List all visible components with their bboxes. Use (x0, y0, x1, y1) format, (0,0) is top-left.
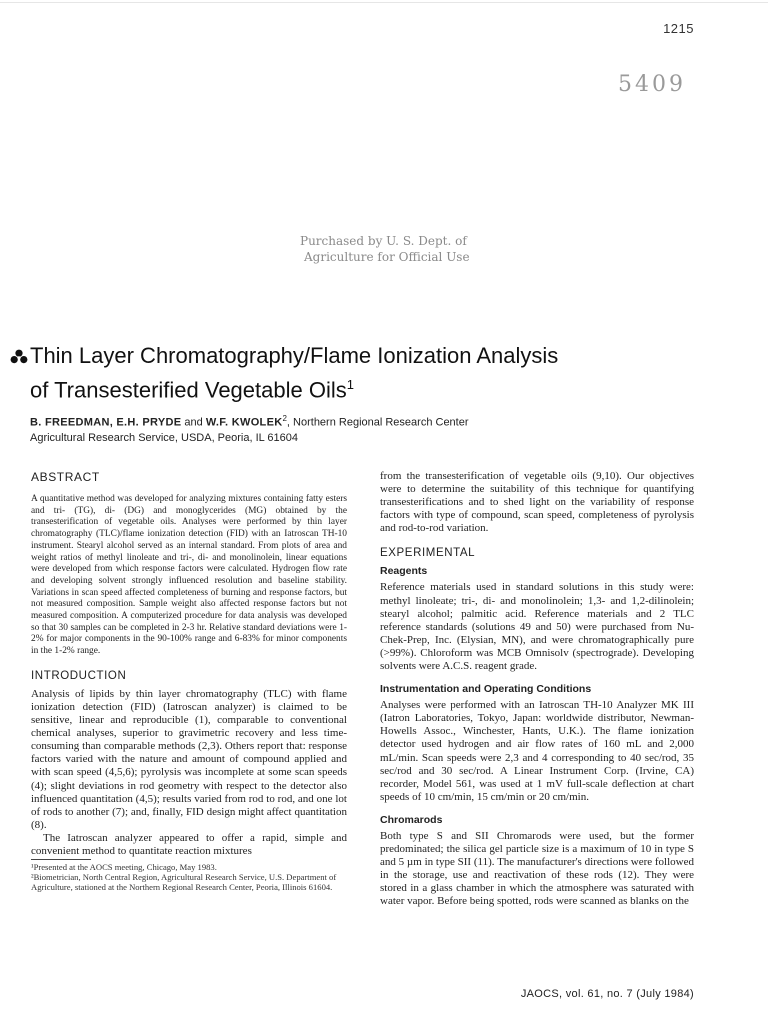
left-column (31, 470, 347, 892)
article-title (10, 341, 710, 404)
scan-top-edge (0, 2, 768, 3)
author-block (30, 411, 710, 446)
journal-citation-footer: JAOCS, vol. 61, no. 7 (July 1984) (520, 988, 694, 1000)
footnote-2: ²Biometrician, North Central Region, Agricultural Research Service, U.S. Department of Agriculture, stationed at the Northern Regional Research Center, Peoria, Illinois 61604. (31, 872, 337, 893)
affiliation-line-2: Agricultural Research Service, USDA, Peoria, IL 61604 (30, 431, 298, 444)
author-conjunction: and (184, 416, 203, 429)
reagents-heading: Reagents (380, 565, 428, 578)
title-line-2: of Transesterified Vegetable Oils (30, 377, 347, 403)
instrumentation-heading: Instrumentation and Operating Conditions (380, 683, 592, 696)
author-footnote-marker: 2 (282, 414, 287, 423)
footnote-1: ¹Presented at the AOCS meeting, Chicago, May 1983. (31, 862, 217, 873)
purchase-stamp-line: Purchased by U. S. Dept. of (300, 234, 467, 248)
trefoil-ornament-icon (10, 341, 30, 370)
abstract-text: A quantitative method was developed for analyzing mixtures containing fatty esters and tri- (TG), di- (DG) and monoglycerides (MG) obtained by the transesterification of vegetable oils. Analyses were performed by thin layer chromatography (TLC)/flame ionization detection (FID) with an Iatroscan TH-10 instrument. Stearyl alcohol served as an internal standard. From plots of area and weight ratios of methyl linoleate and tri-, di- and monolinolein, linear equations were developed from which response factors were calculated. Hydrogen flow rate and developing solvent strongly influenced resolution and baseline stability. Variations in scan speed affected completeness of burning and response factors, but not measured composition. Sample weight also affected response factors but not measured composition. A computerized procedure for data analysis was developed so that 30 samples can be completed in 2-3 hr. Relative standard deviations were 1-2% for major components in the 90-100% range and 6-83% for minor components in the 1-2% range. (31, 494, 347, 657)
right-column (380, 470, 694, 908)
instrumentation-text: Analyses were performed with an Iatroscan TH-10 Analyzer MK III (Iatron Laboratories, Tokyo, Japan: worldwide distributor, Newman-Howells Assoc., Winchester, Hants, U.K.). The flame ionization detector used hydrogen and air flow rates of 160 mL and 2,000 mL/min. Scan speeds were 2,3 and 4 corresponding to 40 sec/rod, 35 sec/rod and 30 sec/rod. A Linear Instrument Corp. (Irvine, CA) recorder, Model 561, was used at 1 mV full-scale deflection at chart speeds of 10 cm/min, 15 cm/min or 20 cm/min. (380, 699, 694, 803)
purchase-stamp-line: Agriculture for Official Use (304, 250, 470, 264)
purchase-stamp (300, 233, 480, 265)
chromarods-heading: Chromarods (380, 813, 443, 826)
introduction-paragraph-1: Analysis of lipids by thin layer chromatography (TLC) with flame ionization detection (FID) (Iatroscan analyzer) is claimed to be sensitive, linear and reproducible (1), comparable to conventional chemical analyses, superior to gravimetric recovery and less time-consuming than comparable methods (2,3). Others report that: response factors varied with the nature and amount of compound applied and with scan speed (4,5,6); pyrolysis was incomplete at some scan speeds (4); slight deviations in rod geometry with respect to the detector also influenced quantitation (4,5); results varied from rod to rod, and one lot of rods to another (7); and, finally, FID design might affect quantitation (8). (31, 687, 347, 831)
chromarods-text: Both type S and SII Chromarods were used, but the former predominated; the silica gel particle size is a maximum of 10 in type S and 5 µm in type SII (11). The manufacturer's directions were followed in the storage, use and reactivation of these rods (12). They were stored in a glass chamber in which the atmosphere was saturated with water vapor. Before being spotted, rods were scanned as blanks on the (380, 829, 694, 908)
reagents-text: Reference materials used in standard solutions in this study were: methyl linoleate; tri-, di- and monolinolein; 1,3- and 1,2-dilinolein; stearyl alcohol; palmitic acid. Reference materials and 2 TLC reference standards (solutions 49 and 50) were purchased from Nu-Chek-Prep, Inc. (Elysian, MN), and were chromatographically pure (>99%). Chloroform was MCB Omnisolv (spectrograde). Developing solvents were A.C.S. reagent grade. (380, 581, 694, 673)
title-line-1: Thin Layer Chromatography/Flame Ionization Analysis (30, 343, 559, 368)
author-last: W.F. KWOLEK (205, 416, 283, 429)
stamped-document-number: 5409 (618, 72, 686, 97)
abstract-heading: ABSTRACT (31, 470, 100, 484)
author-names: B. FREEDMAN, E.H. PRYDE (30, 416, 182, 429)
title-footnote-marker: 1 (346, 377, 354, 392)
introduction-paragraph-2: The Iatroscan analyzer appeared to offer a rapid, simple and convenient method to quantitate reaction mixtures (31, 831, 347, 857)
footnote-divider (31, 859, 91, 860)
introduction-continuation: from the transesterification of vegetable oils (9,10). Our objectives were to determine the suitability of this technique for quantifying transesterifications and to shed light on the variability of response factors with type of compound, scan speed, completeness of pyrolysis and rod-to-rod variation. (380, 470, 694, 535)
experimental-heading: EXPERIMENTAL (380, 547, 476, 560)
page-number: 1215 (663, 21, 694, 36)
introduction-heading: INTRODUCTION (31, 669, 127, 682)
affiliation-line-1: , Northern Regional Research Center (286, 416, 469, 429)
